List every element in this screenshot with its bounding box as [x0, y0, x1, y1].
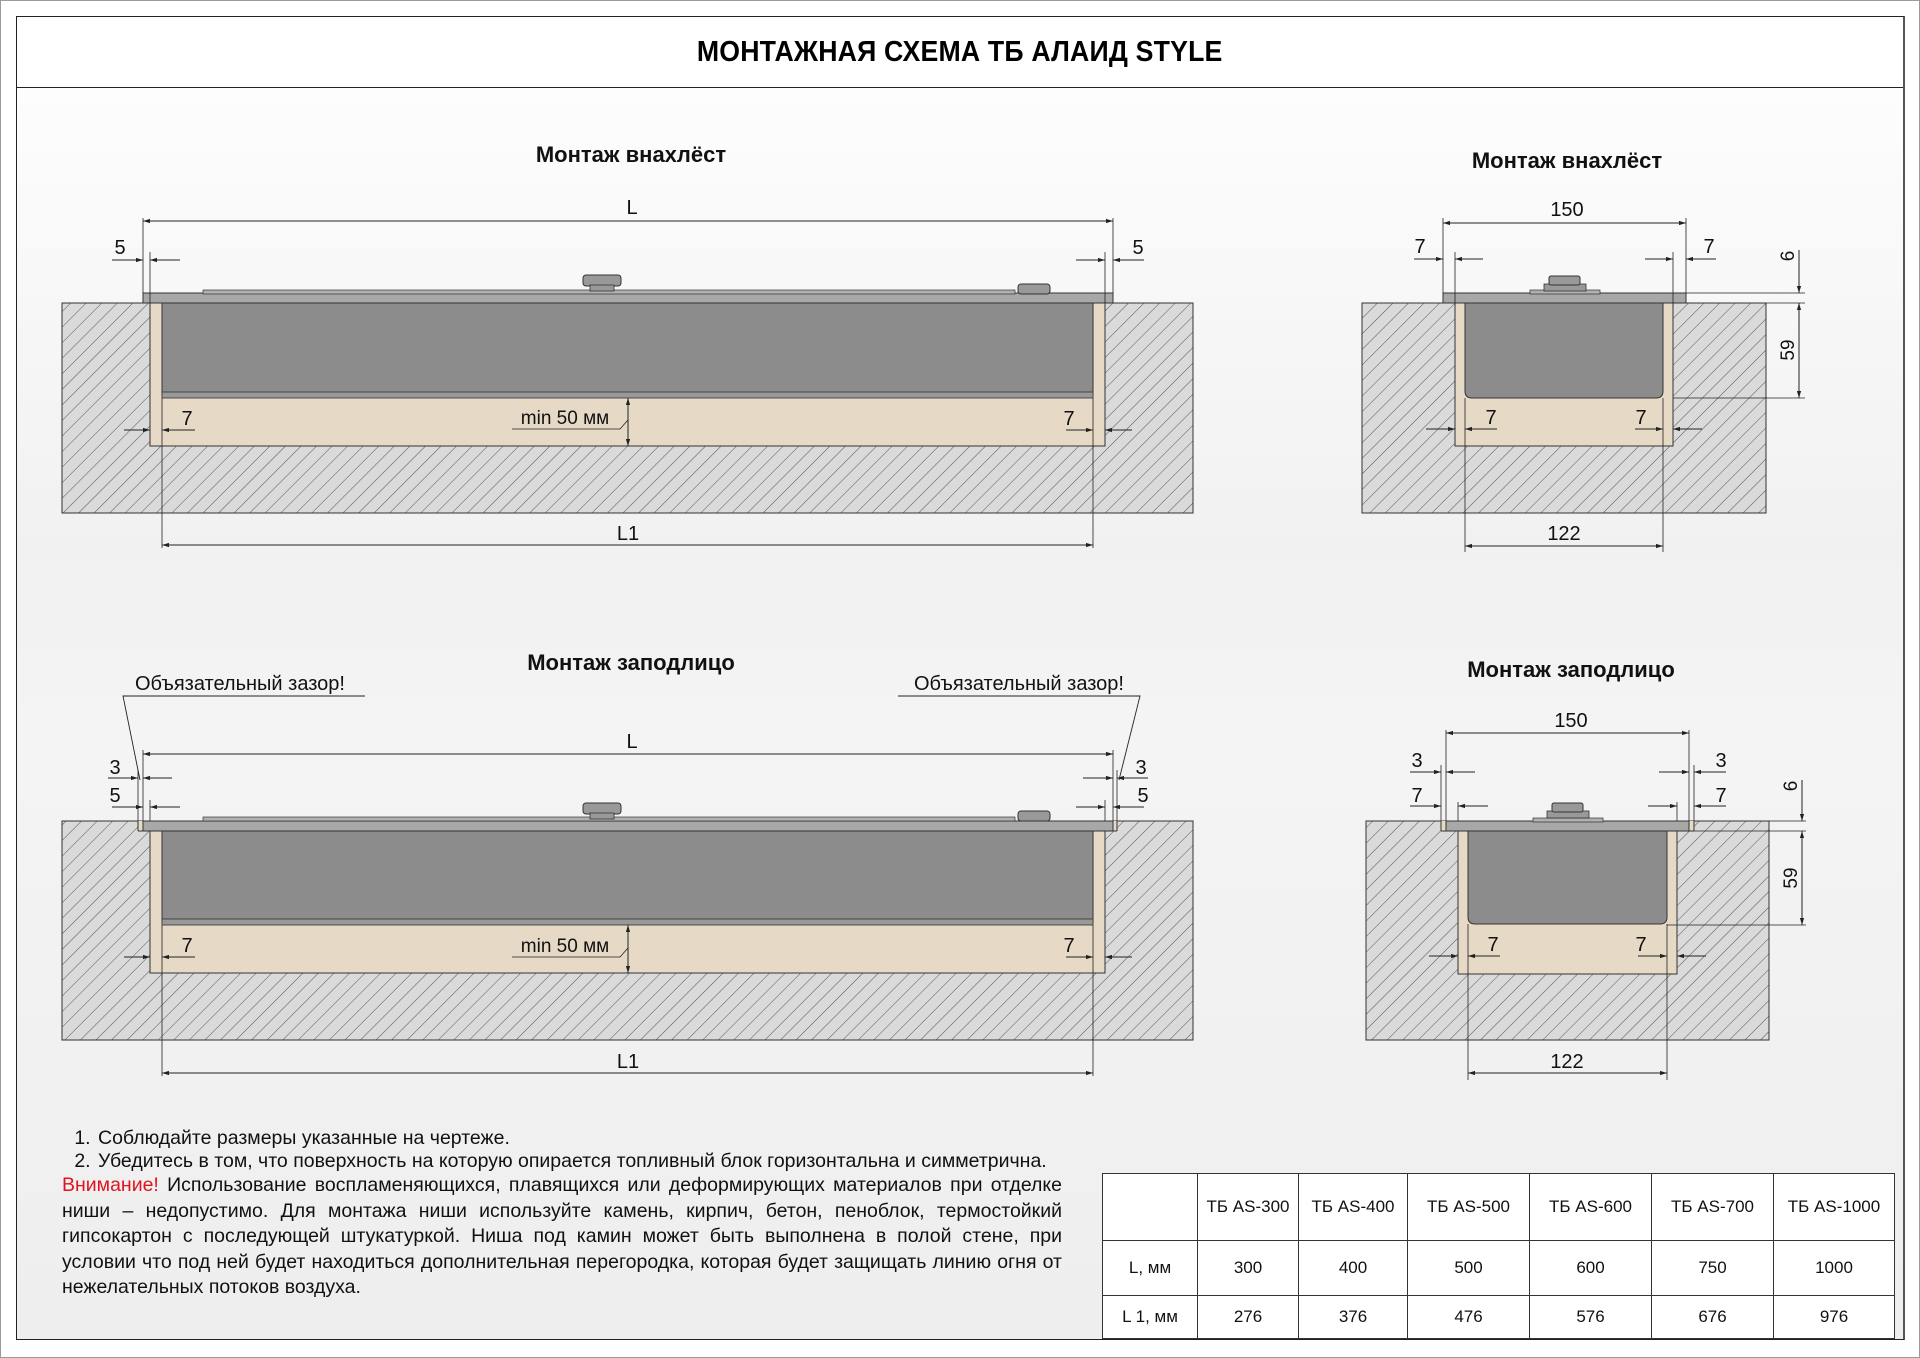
label-side-right: 7 [1063, 408, 1075, 430]
callout-mandatory-gap-left: Объязательный зазор! [135, 673, 345, 695]
page-title: МОНТАЖНАЯ СХЕМА ТБ АЛАИД STYLE [697, 35, 1223, 68]
diagram-overlap-cross [1362, 199, 1805, 552]
note-item: 2. Убедитесь в том, что поверхность на которую опирается топливный блок горизонтальна и симметрична. [96, 1150, 1062, 1173]
label-side-top-right: 7 [1715, 785, 1727, 807]
label-min-depth: min 50 мм [520, 936, 610, 957]
knob-icon [583, 275, 621, 286]
label-L1: L1 [616, 523, 640, 545]
callout-leader-left [123, 696, 365, 780]
label-gap3-left: 3 [109, 757, 121, 779]
table-row [1103, 1296, 1895, 1339]
top-flange [1443, 293, 1686, 303]
burner-bottom-rim [162, 919, 1093, 925]
label-gap3-right: 3 [1135, 757, 1147, 779]
label-side-bottom-right: 7 [1635, 934, 1647, 956]
label-min-depth: min 50 мм [520, 408, 610, 429]
table-row-label: L, мм [1103, 1241, 1198, 1296]
diagram-overlap-long [62, 197, 1193, 548]
table-header-cell: ТБ AS-1000 [1774, 1174, 1895, 1241]
burner-bottom-rim [162, 392, 1093, 398]
table-cell: 476 [1408, 1296, 1530, 1339]
table-cell: 600 [1530, 1241, 1652, 1296]
table-header-cell: ТБ AS-500 [1408, 1174, 1530, 1241]
callout-leader-right [898, 696, 1140, 780]
top-flange [143, 293, 1113, 303]
table-cell: 276 [1198, 1296, 1299, 1339]
label-gap-left: 5 [114, 237, 126, 259]
note-item: 1. Соблюдайте размеры указанные на чертеже. [96, 1127, 1062, 1150]
burner-body [1468, 831, 1667, 924]
label-side-top-left: 7 [1414, 236, 1426, 258]
label-gap5-right: 5 [1137, 785, 1149, 807]
knob-stem [590, 285, 614, 291]
table-cell: 300 [1198, 1241, 1299, 1296]
label-L: L [626, 197, 638, 219]
callout-mandatory-gap-right: Объязательный зазор! [914, 673, 1124, 695]
label-side-top-right: 7 [1703, 236, 1715, 258]
label-width-bottom: 122 [1547, 523, 1581, 545]
section-title-overlap-cross: Монтаж внахлёст [1471, 148, 1663, 173]
label-side-right: 7 [1063, 935, 1075, 957]
label-side-bottom-right: 7 [1635, 407, 1647, 429]
table-cell: 576 [1530, 1296, 1652, 1339]
label-width-top: 150 [1550, 199, 1584, 221]
diagram-flush-cross [1366, 710, 1806, 1080]
table-cell: 400 [1299, 1241, 1408, 1296]
igniter-icon [1018, 811, 1050, 821]
warning-text: Использование воспламеняющихся, плавящихся или деформирующих материалов при отделке ниши – недопустимо. Для монтажа ниши используйте камень, кирпич, бетон, пеноблок, термостойкий гипсокартон с последующей штукатуркой. Ниша под камин может быть выполнена в полой стене, при условии что под ней будет находиться дополнительная перегородка, которая будет защищать линию огня от нежелательных потоков воздуха. [62, 1174, 1062, 1298]
label-height-top: 6 [1778, 250, 1799, 262]
burner-body [1465, 303, 1663, 398]
igniter-icon [1018, 284, 1050, 294]
diagram-flush-long [62, 673, 1193, 1076]
label-L1: L1 [616, 1051, 640, 1073]
label-side-left: 7 [181, 408, 193, 430]
section-title-overlap-long: Монтаж внахлёст [535, 142, 727, 167]
table-cell: 750 [1652, 1241, 1774, 1296]
burner-body [162, 831, 1093, 923]
top-plate [1533, 818, 1603, 822]
table-row-label: L 1, мм [1103, 1296, 1198, 1339]
knob-icon [1552, 803, 1583, 812]
label-L: L [626, 731, 638, 753]
section-title-flush-cross: Монтаж заподлицо [1467, 657, 1675, 682]
knob-stem [590, 813, 614, 819]
table-corner-cell [1103, 1174, 1198, 1241]
table-cell: 376 [1299, 1296, 1408, 1339]
top-flange [1446, 821, 1689, 831]
label-width-bottom: 122 [1550, 1051, 1584, 1073]
model-dimensions-table [1102, 1173, 1895, 1339]
label-side-top-left: 7 [1411, 785, 1423, 807]
label-gap-right: 5 [1132, 237, 1144, 259]
burner-body [162, 303, 1093, 396]
table-cell: 500 [1408, 1241, 1530, 1296]
table-header-row [1103, 1174, 1895, 1241]
table-header-cell: ТБ AS-400 [1299, 1174, 1408, 1241]
label-gap3-left: 3 [1411, 750, 1423, 772]
section-title-flush-long: Монтаж заподлицо [527, 650, 735, 675]
label-height-body: 59 [1781, 867, 1802, 889]
table-row [1103, 1241, 1895, 1296]
table-header-cell: ТБ AS-600 [1530, 1174, 1652, 1241]
label-side-bottom-left: 7 [1485, 407, 1497, 429]
label-gap5-left: 5 [109, 785, 121, 807]
label-height-top: 6 [1781, 780, 1802, 792]
warning-paragraph [62, 1173, 1062, 1301]
label-width-top: 150 [1554, 710, 1588, 732]
table-header-cell: ТБ AS-700 [1652, 1174, 1774, 1241]
table-cell: 676 [1652, 1296, 1774, 1339]
label-gap3-right: 3 [1715, 750, 1727, 772]
table-cell: 976 [1774, 1296, 1895, 1339]
label-height-body: 59 [1778, 339, 1799, 361]
knob-icon [583, 803, 621, 814]
warning-label: Внимание! [62, 1174, 159, 1196]
top-flange [143, 821, 1113, 831]
installation-notes [62, 1127, 1062, 1301]
label-side-bottom-left: 7 [1487, 934, 1499, 956]
label-side-left: 7 [181, 935, 193, 957]
table-header-cell: ТБ AS-300 [1198, 1174, 1299, 1241]
table-cell: 1000 [1774, 1241, 1895, 1296]
knob-icon [1549, 276, 1580, 285]
notes-list [62, 1127, 1062, 1172]
